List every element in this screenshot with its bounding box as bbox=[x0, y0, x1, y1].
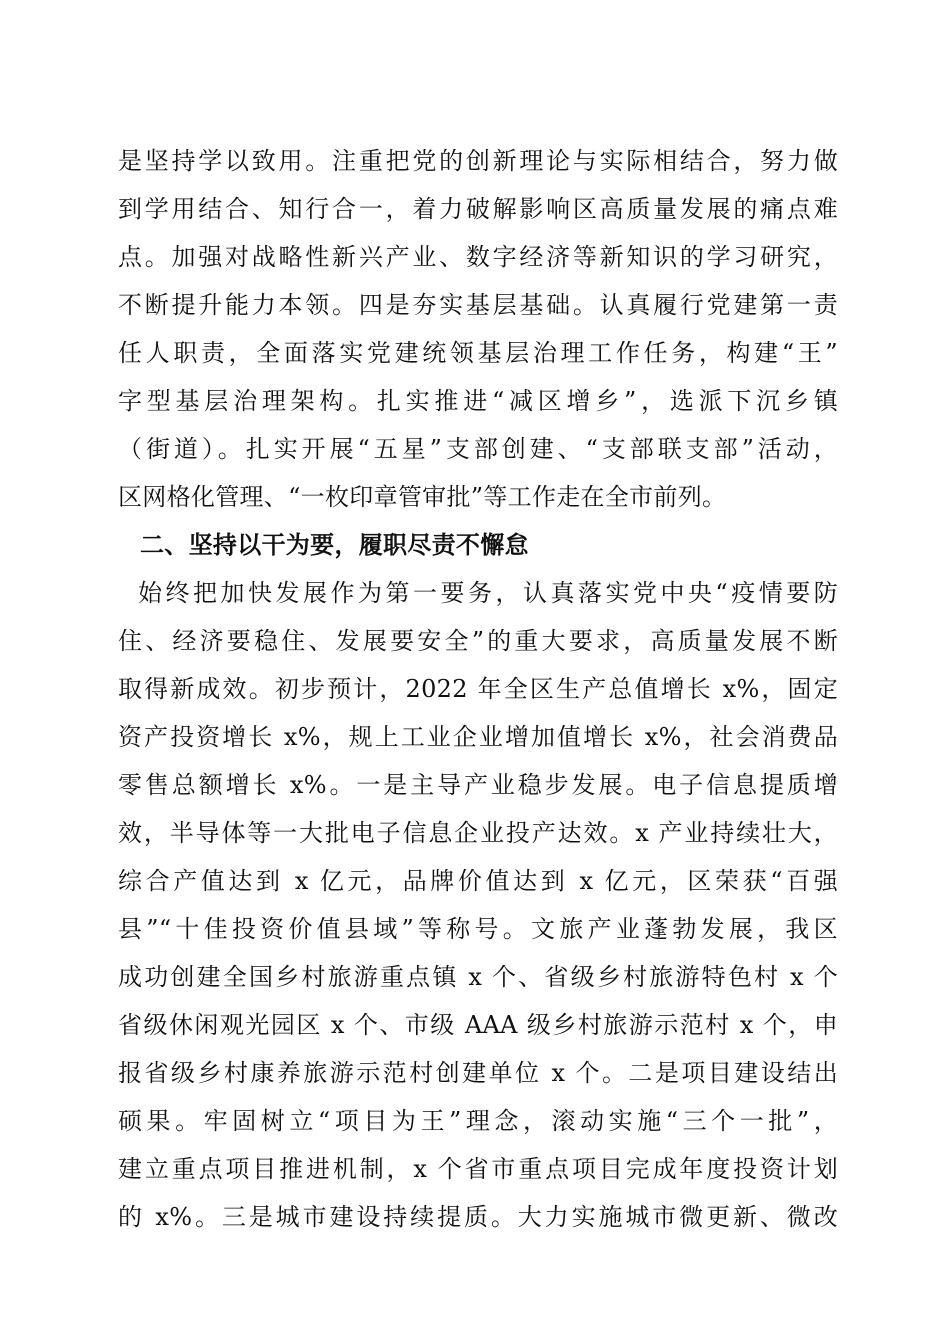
paragraph-line: 建立重点项目推进机制，x 个省市重点项目完成年度投资计划 bbox=[118, 1155, 838, 1183]
paragraph-line: 到学用结合、知行合一，着力破解影响区高质量发展的痛点难 bbox=[118, 195, 838, 223]
paragraph-line: 效，半导体等一大批电子信息企业投产达效。x 产业持续壮大， bbox=[118, 819, 838, 847]
paragraph-line: 点。加强对战略性新兴产业、数字经济等新知识的学习研究， bbox=[118, 243, 838, 271]
paragraph-development bbox=[118, 569, 838, 1241]
paragraph-line: 始终把加快发展作为第一要务，认真落实党中央“疫情要防 bbox=[138, 579, 838, 607]
paragraph-line: （街道）。扎实开展“五星”支部创建、“支部联支部”活动， bbox=[118, 435, 838, 463]
paragraph-line: 是坚持学以致用。注重把党的创新理论与实际相结合，努力做 bbox=[118, 147, 838, 175]
paragraph-line: 区网格化管理、“一枚印章管审批”等工作走在全市前列。 bbox=[118, 483, 727, 511]
paragraph-line: 零售总额增长 x%。一是主导产业稳步发展。电子信息提质增 bbox=[118, 771, 838, 799]
paragraph-line: 字型基层治理架构。扎实推进“减区增乡”，选派下沉乡镇 bbox=[118, 387, 838, 415]
paragraph-line: 不断提升能力本领。四是夯实基层基础。认真履行党建第一责 bbox=[118, 291, 838, 319]
paragraph-line: 资产投资增长 x%，规上工业企业增加值增长 x%，社会消费品 bbox=[118, 723, 838, 751]
paragraph-party-building bbox=[118, 137, 838, 521]
paragraph-line: 住、经济要稳住、发展要安全”的重大要求，高质量发展不断 bbox=[118, 627, 838, 655]
paragraph-line: 综合产值达到 x 亿元，品牌价值达到 x 亿元，区荣获“百强 bbox=[118, 867, 838, 895]
paragraph-line: 报省级乡村康养旅游示范村创建单位 x 个。二是项目建设结出 bbox=[118, 1059, 838, 1087]
paragraph-line: 任人职责，全面落实党建统领基层治理工作任务，构建“王” bbox=[118, 339, 838, 367]
paragraph-line: 硕果。牢固树立“项目为王”理念，滚动实施“三个一批”， bbox=[118, 1107, 838, 1135]
paragraph-line: 的 x%。三是城市建设持续提质。大力实施城市微更新、微改 bbox=[118, 1203, 838, 1231]
paragraph-line: 县”“十佳投资价值县域”等称号。文旅产业蓬勃发展，我区 bbox=[118, 915, 838, 943]
section-heading bbox=[118, 521, 838, 569]
paragraph-line: 成功创建全国乡村旅游重点镇 x 个、省级乡村旅游特色村 x 个 bbox=[118, 963, 838, 991]
paragraph-line: 取得新成效。初步预计，2022 年全区生产总值增长 x%，固定 bbox=[118, 675, 838, 703]
paragraph-line: 省级休闲观光园区 x 个、市级 AAA 级乡村旅游示范村 x 个，申 bbox=[118, 1011, 838, 1039]
section-heading-text: 二、坚持以干为要，履职尽责不懈怠 bbox=[140, 531, 529, 559]
